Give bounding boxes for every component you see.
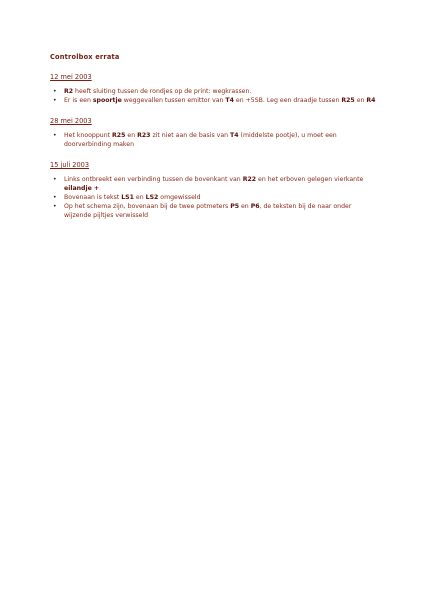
bullet-icon: • bbox=[53, 194, 57, 201]
component-ref: T4 bbox=[230, 132, 239, 139]
item-text: en bbox=[239, 203, 251, 210]
bullet-icon: • bbox=[53, 203, 57, 210]
component-ref: eilandje + bbox=[64, 185, 100, 192]
document-title: Controlbox errata bbox=[50, 53, 120, 61]
errata-item bbox=[50, 193, 380, 202]
item-text: omgewisseld bbox=[158, 194, 201, 201]
section-date: 12 mei 2003 bbox=[50, 73, 92, 81]
component-ref: R4 bbox=[366, 97, 376, 104]
component-ref: LS2 bbox=[145, 194, 159, 201]
component-ref: P6 bbox=[250, 203, 260, 210]
item-text: en bbox=[133, 194, 146, 201]
bullet-icon: • bbox=[53, 88, 57, 95]
errata-item bbox=[50, 87, 380, 96]
item-text: weggevallen tussen emittor van bbox=[121, 97, 226, 104]
item-text: , de teksten bij de naar onder wijzende pijltjes verwisseld bbox=[64, 203, 352, 219]
item-text: en bbox=[354, 97, 367, 104]
item-text: zit niet aan de basis van bbox=[150, 132, 231, 139]
errata-list bbox=[50, 87, 380, 105]
component-ref: R25 bbox=[341, 97, 355, 104]
component-ref: R25 bbox=[112, 132, 126, 139]
component-ref: T4 bbox=[225, 97, 234, 104]
item-text: heeft sluiting tussen de rondjes op de print: wegkrassen. bbox=[73, 88, 252, 95]
errata-item bbox=[50, 96, 380, 105]
component-ref: R23 bbox=[137, 132, 151, 139]
item-text: en +5SB. Leg een draadje tussen bbox=[233, 97, 342, 104]
errata-list bbox=[50, 175, 380, 220]
component-ref: R22 bbox=[242, 176, 257, 183]
errata-sections bbox=[50, 73, 380, 220]
component-ref: R2 bbox=[64, 88, 74, 95]
errata-item bbox=[50, 202, 380, 220]
item-text: Links ontbreekt een verbinding tussen de bovenkant van bbox=[64, 176, 243, 183]
document-content bbox=[50, 53, 380, 232]
item-text: Er is een bbox=[64, 97, 93, 104]
bullet-icon: • bbox=[53, 132, 57, 139]
component-ref: LS1 bbox=[121, 194, 134, 201]
item-text: en bbox=[125, 132, 138, 139]
item-text: en het erboven gelegen vierkante bbox=[256, 176, 364, 183]
errata-item bbox=[50, 175, 380, 193]
item-text: Het knooppunt bbox=[64, 132, 113, 139]
component-ref: P5 bbox=[230, 203, 240, 210]
item-text: (middelste pootje), u moet een doorverbinding maken bbox=[64, 132, 337, 148]
item-text: Op het schema zijn, bovenaan bij de twee potmeters bbox=[64, 203, 231, 210]
errata-item bbox=[50, 131, 380, 149]
item-text: Bovenaan is tekst bbox=[64, 194, 122, 201]
bullet-icon: • bbox=[53, 97, 57, 104]
component-ref: spoortje bbox=[92, 97, 122, 104]
section-date: 28 mei 2003 bbox=[50, 117, 92, 125]
errata-list bbox=[50, 131, 380, 149]
section-date: 15 juli 2003 bbox=[50, 161, 90, 169]
bullet-icon: • bbox=[53, 176, 57, 183]
